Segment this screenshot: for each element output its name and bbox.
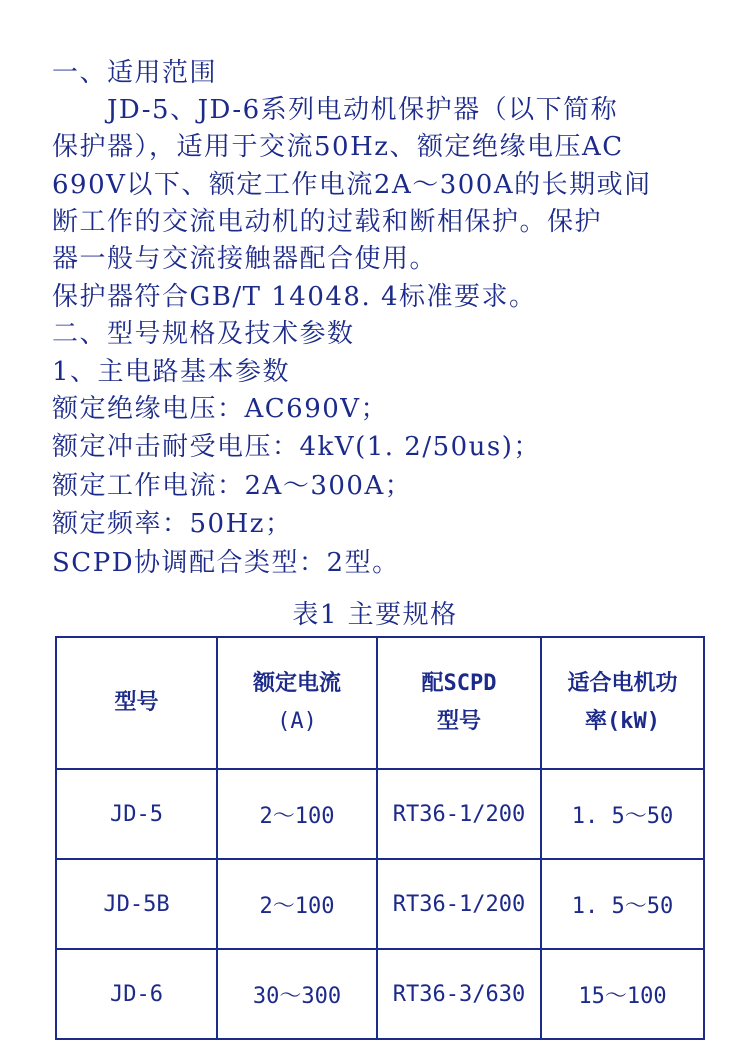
header-line: 型号 xyxy=(436,709,481,734)
header-line: 率(kW) xyxy=(585,709,660,734)
paragraph-line: 断工作的交流电动机的过载和断相保护。保护 xyxy=(52,207,603,237)
param-line: 额定绝缘电压：AC690V； xyxy=(52,394,389,424)
header-line: 适合电机功 xyxy=(567,671,678,696)
table-row xyxy=(56,769,704,859)
param-line: SCPD协调配合类型：2型。 xyxy=(52,548,400,578)
cell-power: 1. 5～50 xyxy=(541,859,704,949)
paragraph-line: 保护器符合GB/T 14048. 4标准要求。 xyxy=(52,282,537,312)
cell-scpd: RT36-1/200 xyxy=(377,859,541,949)
cell-current: 2～100 xyxy=(217,859,377,949)
cell-scpd: RT36-1/200 xyxy=(377,769,541,859)
header-model xyxy=(56,637,217,769)
cell-power: 15～100 xyxy=(541,949,704,1039)
subheading-main-circuit: 1、主电路基本参数 xyxy=(52,357,291,387)
param-line: 额定频率：50Hz； xyxy=(52,509,293,539)
paragraph-line: 器一般与交流接触器配合使用。 xyxy=(52,244,438,274)
table-row xyxy=(56,949,704,1039)
table-caption: 表1 主要规格 xyxy=(292,600,458,630)
param-line: 额定冲击耐受电压：4kV(1. 2/50us)； xyxy=(52,432,541,462)
cell-scpd: RT36-3/630 xyxy=(377,949,541,1039)
header-line: 额定电流 xyxy=(252,671,341,696)
spec-table xyxy=(55,636,705,1040)
param-line: 额定工作电流：2A～300A； xyxy=(52,471,413,501)
header-rated-current xyxy=(217,637,377,769)
cell-current: 2～100 xyxy=(217,769,377,859)
header-line: (A) xyxy=(277,709,317,734)
header-line: 型号 xyxy=(114,690,159,715)
cell-current: 30～300 xyxy=(217,949,377,1039)
paragraph-line: 保护器），适用于交流50Hz、额定绝缘电压AC xyxy=(52,132,624,162)
cell-power: 1. 5～50 xyxy=(541,769,704,859)
table-header-row xyxy=(56,637,704,769)
paragraph-line: JD-5、JD-6系列电动机保护器（以下简称 xyxy=(52,95,619,125)
cell-model: JD-6 xyxy=(56,949,217,1039)
cell-model: JD-5B xyxy=(56,859,217,949)
header-line: 配SCPD xyxy=(421,671,497,696)
header-motor-power xyxy=(541,637,704,769)
header-scpd-model xyxy=(377,637,541,769)
section-heading-specs: 二、型号规格及技术参数 xyxy=(52,319,355,349)
cell-model: JD-5 xyxy=(56,769,217,859)
section-heading-scope: 一、适用范围 xyxy=(52,58,218,88)
table-row xyxy=(56,859,704,949)
paragraph-line: 690V以下、额定工作电流2A～300A的长期或间 xyxy=(52,170,652,200)
